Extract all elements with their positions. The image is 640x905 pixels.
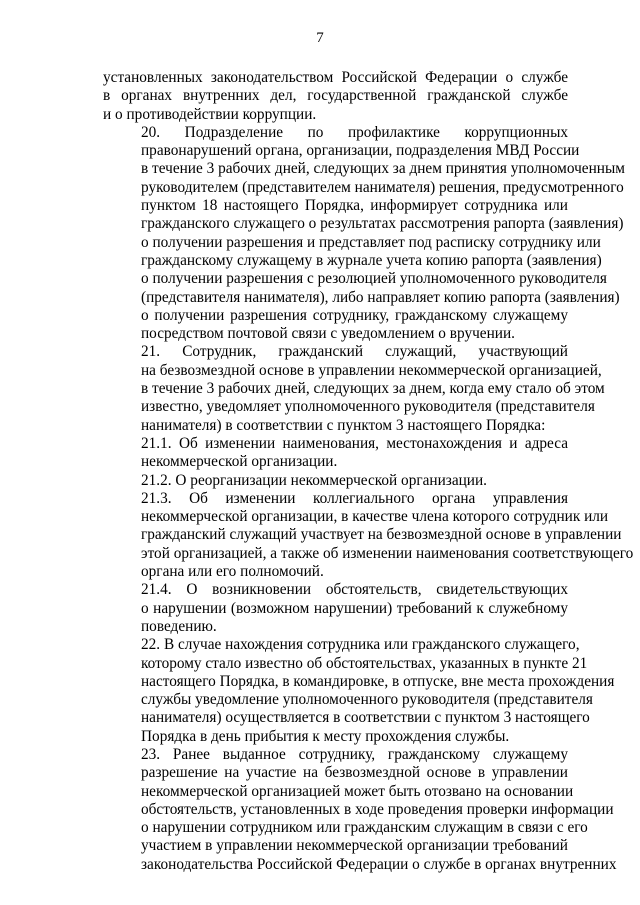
text-line: 20. Подразделение по профилактике коррупционных — [141, 123, 568, 141]
paragraph — [103, 472, 568, 490]
text-line: службы уведомление уполномоченного руководителя (представителя — [141, 691, 593, 709]
text-line: гражданский служащий участвует на безвозмездной основе в управлении — [141, 526, 622, 544]
text-line: и о противодействии коррупции. — [103, 105, 317, 123]
paragraph — [103, 69, 568, 124]
paragraph — [103, 745, 617, 874]
text-line: гражданского служащего о результатах рассмотрения рапорта (заявления) — [141, 215, 624, 233]
text-line: некоммерческой организацией может быть отозвано на основании — [141, 782, 574, 800]
document-body — [103, 69, 634, 874]
text-line: 21.4. О возникновении обстоятельств, свидетельствующих — [141, 581, 568, 599]
text-line: этой организацией, а также об изменении наименования соответствующего — [141, 544, 634, 562]
paragraph — [103, 581, 568, 636]
text-line: которому стало известно об обстоятельствах, указанных в пункте 21 — [141, 654, 588, 672]
text-line: законодательства Российской Федерации о службе в органах внутренних — [141, 855, 617, 873]
text-line: правонарушений органа, организации, подразделения МВД России — [141, 142, 580, 160]
text-line: о нарушении сотрудником или гражданским служащим в связи с его — [141, 819, 588, 837]
text-line: о нарушении (возможном нарушении) требований к служебному — [141, 599, 568, 617]
text-line: участием в управлении некоммерческой организации требований — [141, 837, 568, 855]
text-line: руководителем (представителем нанимателя) решения, предусмотренного — [141, 178, 624, 196]
text-line: известно, уведомляет уполномоченного руководителя (представителя — [141, 398, 595, 416]
paragraph — [103, 489, 634, 581]
text-line: на безвозмездной основе в управлении некоммерческой организацией, — [141, 361, 602, 379]
text-line: 23. Ранее выданное сотруднику, гражданскому служащему — [141, 745, 568, 763]
text-line: органа или его полномочий. — [141, 563, 324, 581]
page-number: 7 — [316, 30, 324, 46]
text-line: нанимателя) в соответствии с пунктом 3 настоящего Порядка: — [141, 416, 546, 434]
text-line: посредством почтовой связи с уведомлением о вручении. — [141, 325, 515, 343]
paragraph — [103, 343, 605, 434]
text-line: разрешение на участие на безвозмездной основе в управлении — [141, 764, 568, 782]
paragraph — [103, 123, 625, 344]
text-line: (представителя нанимателя), либо направляет копию рапорта (заявления) — [141, 288, 620, 306]
paragraph — [103, 435, 568, 472]
text-line: некоммерческой организации. — [141, 453, 338, 471]
text-line: в течение 3 рабочих дней, следующих за днем, когда ему стало об этом — [141, 380, 605, 398]
text-line: о получении разрешения сотруднику, гражданскому служащему — [141, 306, 568, 324]
text-line: о получении разрешения с резолюцией уполномоченного руководителя — [141, 270, 607, 288]
text-line: 21.2. О реорганизации некоммерческой организации. — [141, 471, 487, 489]
paragraph — [103, 636, 615, 746]
text-line: в течение 3 рабочих дней, следующих за днем принятия уполномоченным — [141, 160, 625, 178]
text-line: настоящего Порядка, в командировке, в отпуске, вне места прохождения — [141, 672, 615, 690]
text-line: пунктом 18 настоящего Порядка, информирует сотрудника или — [141, 197, 568, 215]
text-line: гражданскому служащему в журнале учета копию рапорта (заявления) — [141, 251, 602, 269]
text-line: 21.1. Об изменении наименования, местонахождения и адреса — [141, 434, 568, 452]
text-line: 21.3. Об изменении коллегиального органа управления — [141, 489, 568, 507]
text-line: Порядка в день прибытия к месту прохождения службы. — [141, 727, 510, 745]
text-line: обстоятельств, установленных в ходе проведения проверки информации — [141, 800, 614, 818]
text-line: о получении разрешения и представляет под расписку сотруднику или — [141, 233, 601, 251]
text-line: установленных законодательством Российской Федерации о службе — [103, 69, 568, 86]
text-line: некоммерческой организации, в качестве члена которого сотрудник или — [141, 508, 609, 526]
text-line: 21. Сотрудник, гражданский служащий, участвующий — [141, 343, 568, 361]
text-line: в органах внутренних дел, государственной гражданской службе — [103, 87, 568, 105]
text-line: 22. В случае нахождения сотрудника или гражданского служащего, — [141, 636, 580, 654]
text-line: нанимателя) осуществляется в соответствии с пунктом 3 настоящего — [141, 709, 590, 727]
text-line: поведению. — [141, 617, 217, 635]
